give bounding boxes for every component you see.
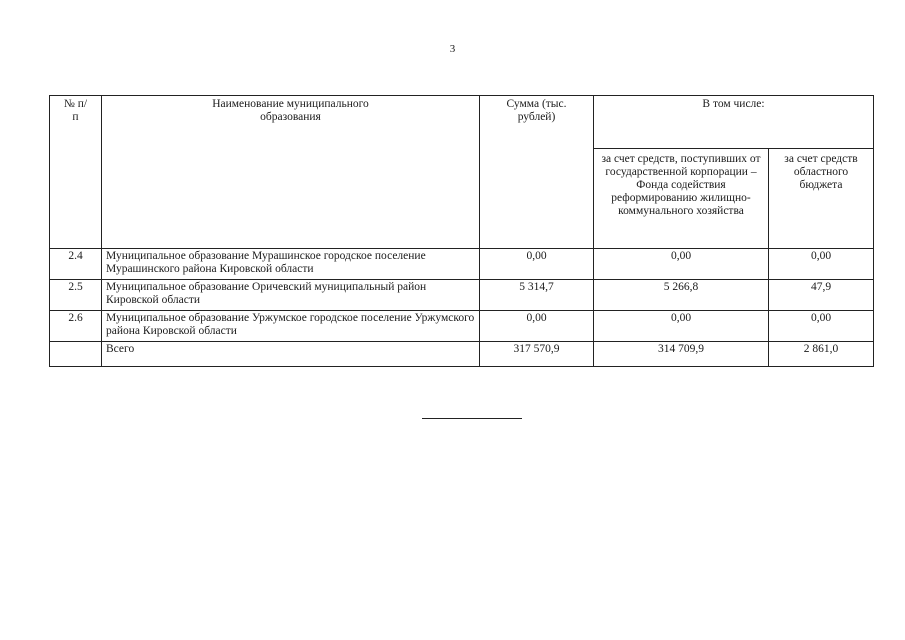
row-regional: 47,9 (769, 280, 874, 311)
row-number: 2.4 (50, 249, 102, 280)
total-number (50, 342, 102, 367)
table-total-row (50, 342, 874, 367)
row-regional: 0,00 (769, 311, 874, 342)
row-fund: 5 266,8 (594, 280, 769, 311)
row-number: 2.5 (50, 280, 102, 311)
end-divider-line (422, 418, 522, 419)
row-number: 2.6 (50, 311, 102, 342)
table-row (50, 249, 874, 280)
table-row (50, 280, 874, 311)
total-sum: 317 570,9 (480, 342, 594, 367)
row-regional: 0,00 (769, 249, 874, 280)
header-municipality: Наименование муниципального образования (102, 96, 480, 249)
table-row (50, 311, 874, 342)
header-fund: за счет средств, поступивших от государственной корпорации – Фонда содействия реформированию жилищно-коммунального хозяйства (594, 149, 769, 249)
total-regional: 2 861,0 (769, 342, 874, 367)
total-fund: 314 709,9 (594, 342, 769, 367)
total-label: Всего (102, 342, 480, 367)
header-including: В том числе: (594, 96, 874, 149)
row-sum: 0,00 (480, 311, 594, 342)
row-municipality: Муниципальное образование Уржумское городское поселение Уржумского района Кировской области (102, 311, 480, 342)
row-fund: 0,00 (594, 249, 769, 280)
table-header-row (50, 96, 874, 149)
row-sum: 5 314,7 (480, 280, 594, 311)
header-number: № п/п (50, 96, 102, 249)
row-sum: 0,00 (480, 249, 594, 280)
page-number: 3 (449, 43, 456, 55)
row-fund: 0,00 (594, 311, 769, 342)
header-regional: за счет средств областного бюджета (769, 149, 874, 249)
allocation-table (49, 95, 874, 367)
row-municipality: Муниципальное образование Оричевский муниципальный район Кировской области (102, 280, 480, 311)
row-municipality: Муниципальное образование Мурашинское городское поселение Мурашинского района Кировской области (102, 249, 480, 280)
header-sum: Сумма (тыс. рублей) (480, 96, 594, 249)
